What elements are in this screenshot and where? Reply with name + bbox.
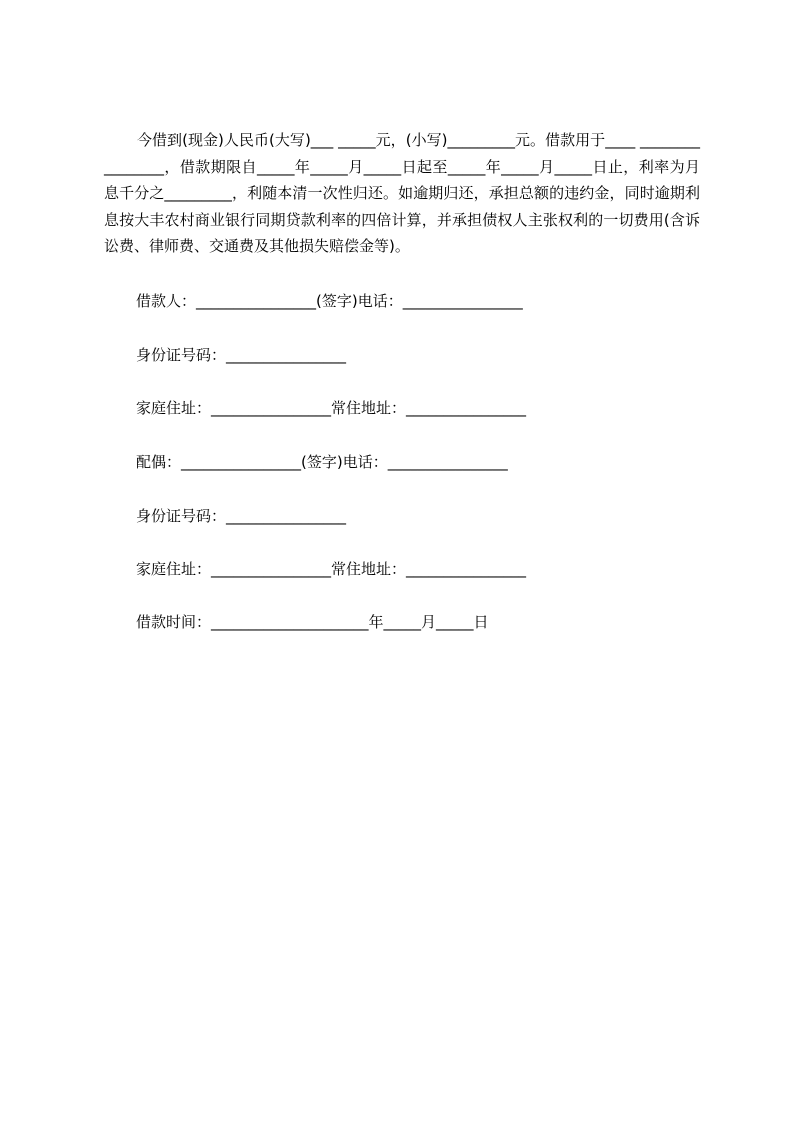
loan-date-line: 借款时间：_____________________年_____月_____日 bbox=[136, 613, 489, 631]
borrower-address-line: 家庭住址：________________常住地址：________________ bbox=[136, 399, 527, 417]
spouse-line: 配偶：________________(签字)电话：________________ bbox=[136, 453, 508, 471]
spouse-address-line: 家庭住址：________________常住地址：________________ bbox=[136, 560, 527, 578]
borrower-id-line: 身份证号码：________________ bbox=[136, 346, 347, 364]
loan-terms-paragraph: 今借到(现金)人民币(大写)___ _____元，(小写)_________元。借款用于____ ________________，借款期限自_____年_____月_____日起至_____年_____月_____日止，利率为月息千分之_________，利随本清一次性归还。如逾期归还，承担总额的违约金，同时逾期利息按大丰农村商业银行同期贷款利率的四倍计算，并承担债权人主张权利的一切费用(含诉讼费、律师费、交通费及其他损失赔偿金等)。 bbox=[104, 131, 700, 256]
borrower-line: 借款人：________________(签字)电话：________________ bbox=[136, 292, 523, 310]
spouse-id-line: 身份证号码：________________ bbox=[136, 507, 347, 525]
